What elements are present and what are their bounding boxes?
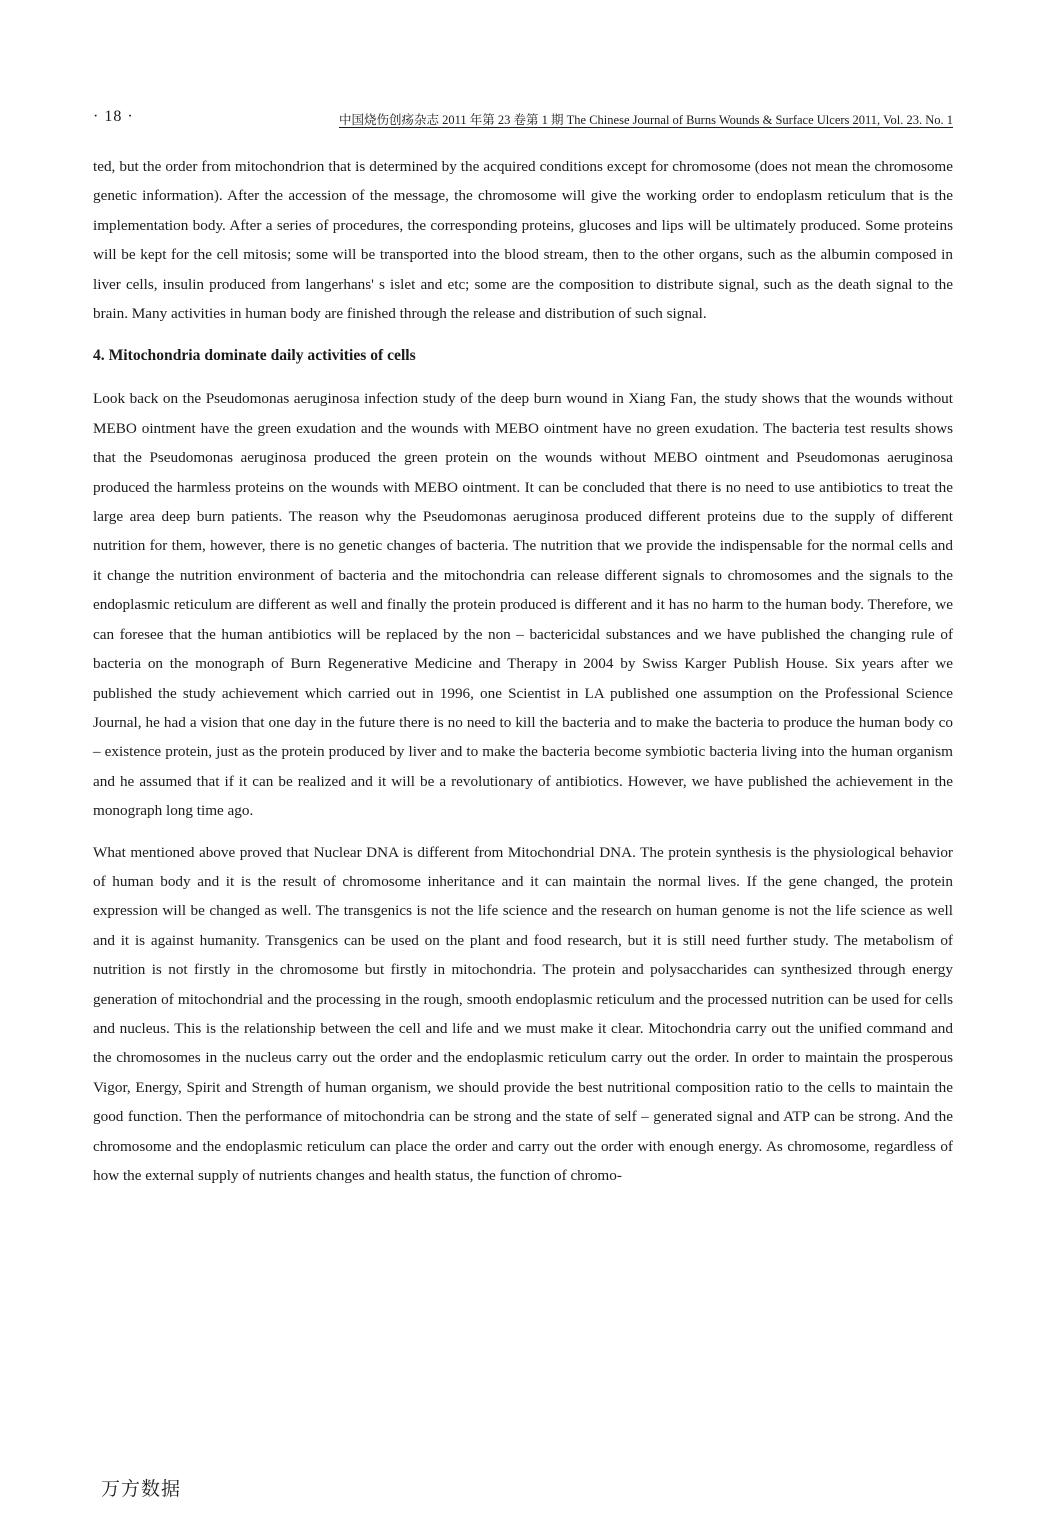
body-paragraph-1: ted, but the order from mitochondrion that is determined by the acquired conditions except for chromosome (does not mean the chromosome genetic information). After the accession of the message, the chromosome will give the working order to endoplasm reticulum that is the implementation body. After a series of procedures, the corresponding proteins, glucoses and lips will be ultimately produced. Some proteins will be kept for the cell mitosis; some will be transported into the blood stream, then to the other organs, such as the albumin composed in liver cells, insulin produced from langerhans' s islet and etc; some are the composition to distribute signal, such as the death signal to the brain. Many activities in human body are finished through the release and distribution of such signal.	[93, 158, 953, 323]
page-number: · 18 ·	[93, 108, 134, 125]
section-heading: 4. Mitochondria dominate daily activities of cells	[93, 347, 416, 365]
running-head: 中国烧伤创疡杂志 2011 年第 23 卷第 1 期 The Chinese Journal of Burns Wounds & Surface Ulcers 2011, Vol. 23. No. 1	[339, 113, 953, 127]
page-header	[93, 108, 953, 130]
body-paragraph-2: Look back on the Pseudomonas aeruginosa infection study of the deep burn wound in Xiang Fan, the study shows that the wounds without MEBO ointment have the green exudation and the wounds with MEBO ointment have no green exudation. The bacteria test results shows that the Pseudomonas aeruginosa produced the green protein on the wounds without MEBO ointment and Pseudomonas aeruginosa produced the harmless proteins on the wounds with MEBO ointment. It can be concluded that there is no need to use antibiotics to treat the large area deep burn patients. The reason why the Pseudomonas aeruginosa produced different proteins due to the supply of different nutrition for them, however, there is no genetic changes of bacteria. The nutrition that we provide the indispensable for the normal cells and it change the nutrition environment of bacteria and the mitochondria can release different signals to chromosomes and the signals to the endoplasmic reticulum are different as well and finally the protein produced is different and it has no harm to the human body. Therefore, we can foresee that the human antibiotics will be replaced by the non – bactericidal substances and we have published the changing rule of bacteria on the monograph of Burn Regenerative Medicine and Therapy in 2004 by Swiss Karger Publish House. Six years after we published the study achievement which carried out in 1996, one Scientist in LA published one assumption on the Professional Science Journal, he had a vision that one day in the future there is no need to kill the bacteria and to make the bacteria to produce the human body co – existence protein, just as the protein produced by liver and to make the bacteria become symbiotic bacteria living into the human organism and he assumed that if it can be realized and it will be a revolutionary of antibiotics. However, we have published the achievement in the monograph long time ago.	[93, 390, 953, 820]
body-paragraph-3: What mentioned above proved that Nuclear DNA is different from Mitochondrial DNA. The protein synthesis is the physiological behavior of human body and it is the result of chromosome inheritance and it can maintain the normal lives. If the gene changed, the protein expression will be changed as well. The transgenics is not the life science and the research on human genome is not the life science as well and it is against humanity. Transgenics can be used on the plant and food research, but it is still need further study. The metabolism of nutrition is not firstly in the chromosome but firstly in mitochondria. The protein and polysaccharides can synthesized through energy generation of mitochondrial and the processing in the rough, smooth endoplasmic reticulum and the processed nutrition can be used for cells and nucleus. This is the relationship between the cell and life and we must make it clear. Mitochondria carry out the unified command and the chromosomes in the nucleus carry out the order and the endoplasmic reticulum carry out the order. In order to maintain the prosperous Vigor, Energy, Spirit and Strength of human organism, we should provide the best nutritional composition ratio to the cells to maintain the good function. Then the performance of mitochondria can be strong and the state of self – generated signal and ATP can be strong. And the chromosome and the endoplasmic reticulum can place the order and carry out the order with enough energy. As chromosome, regardless of how the external supply of nutrients changes and health status, the function of chromo-	[93, 843, 953, 1184]
watermark-text: 万方数据	[101, 1478, 182, 1500]
article-body	[93, 152, 953, 1190]
